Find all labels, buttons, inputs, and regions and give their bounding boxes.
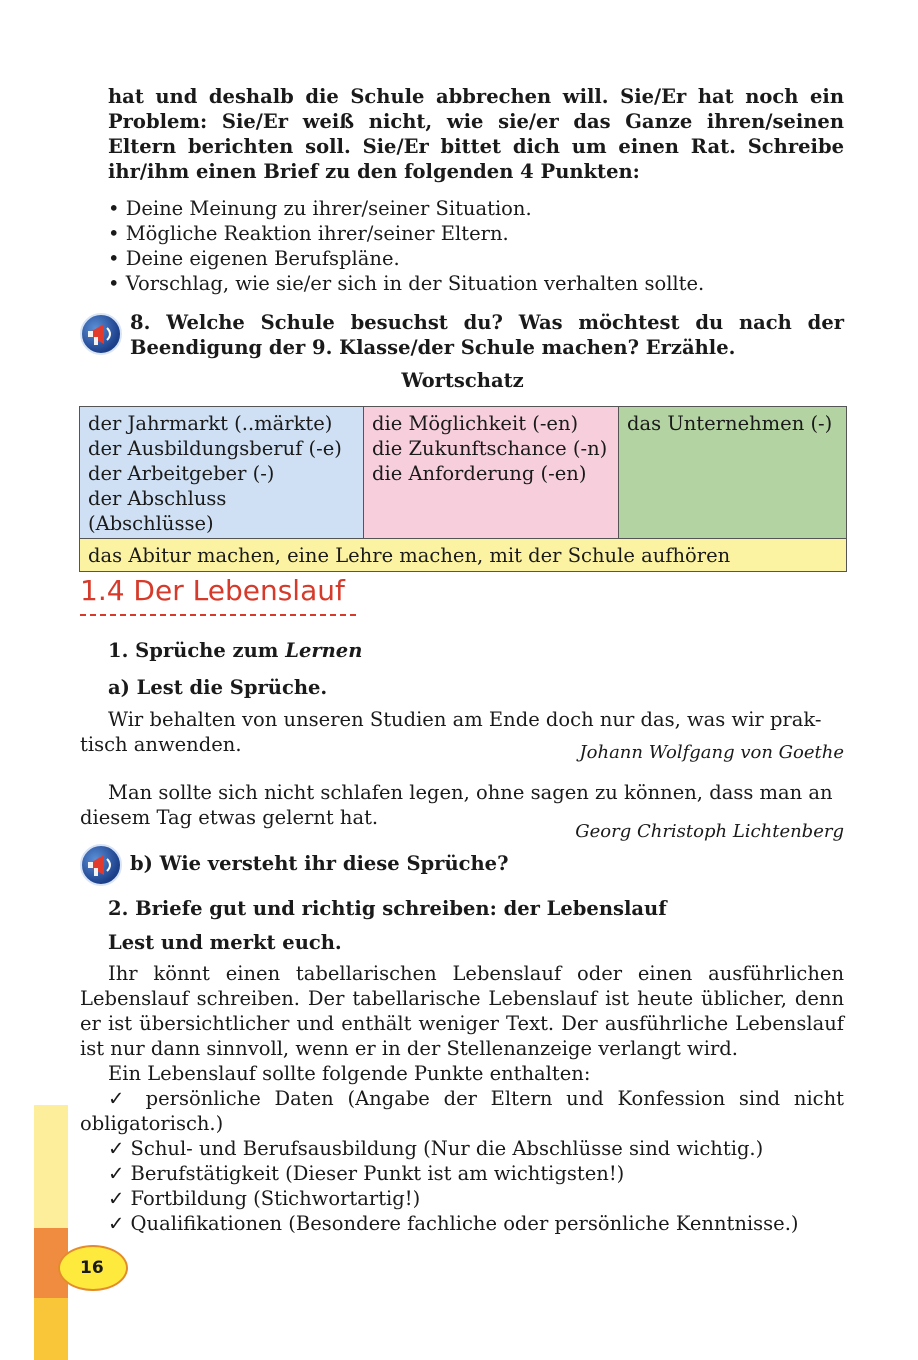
check-item: ✓ persönliche Daten (Angabe der Eltern und Konfession sind nicht obligatorisch.): [80, 1087, 845, 1135]
megaphone-icon: [80, 313, 122, 355]
check-icon: ✓: [108, 1187, 125, 1210]
vocab-item: der Ausbildungsberuf (-e): [88, 437, 342, 460]
check-icon: ✓: [108, 1162, 125, 1185]
megaphone-icon: [80, 844, 122, 886]
task-1a-heading: a) Lest die Sprüche.: [108, 676, 328, 699]
vocab-item: das Unternehmen (-): [627, 412, 833, 435]
vocab-item: die Anforderung (-en): [372, 462, 587, 485]
list-item: • Mögliche Reaktion ihrer/seiner Eltern.: [108, 221, 844, 246]
vocab-item: der Jahrmarkt (..märkte): [88, 412, 333, 435]
check-icon: ✓: [108, 1137, 125, 1160]
check-item: ✓ Schul- und Berufsausbildung (Nur die Abschlüsse sind wichtig.): [108, 1137, 764, 1160]
task-1b-heading: b) Wie versteht ihr diese Sprüche?: [130, 852, 509, 875]
check-item: ✓ Berufstätigkeit (Dieser Punkt ist am wichtigsten!): [108, 1162, 625, 1185]
vocab-cell-blue: [80, 407, 364, 539]
vocab-item: der Abschluss (Abschlüsse): [88, 487, 227, 535]
vocab-cell-pink: [364, 407, 619, 539]
quote-1-line-2: tisch anwenden.: [80, 733, 242, 756]
vocab-item: die Möglichkeit (-en): [372, 412, 579, 435]
section-underline: [80, 614, 356, 616]
lebenslauf-paragraph: Ihr könnt einen tabellarischen Lebenslauf oder einen ausführlichen Lebenslauf schreiben. Der tabellarische Lebenslauf ist heute üblicher, denn er ist übersichtlicher und enthält weniger Text. Der ausführliche Lebenslauf ist nur dann sinnvoll, wenn er in der Stellenanzeige verlangt wird.: [80, 962, 844, 1060]
check-icon: ✓: [108, 1212, 125, 1235]
task-2-subheading: Lest und merkt euch.: [108, 931, 342, 954]
vocab-item: die Zukunftschance (-n): [372, 437, 608, 460]
page-edge-strip-amber: [34, 1298, 68, 1360]
quote-2-author: Georg Christoph Lichtenberg: [575, 821, 844, 842]
vocabulary-table: [79, 406, 847, 572]
list-item: • Deine eigenen Berufspläne.: [108, 246, 844, 271]
task-1-heading: 1. Sprüche zum Lernen: [108, 639, 363, 662]
page-number: 16: [58, 1245, 128, 1291]
section-title: 1.4 Der Lebenslauf: [80, 574, 345, 607]
check-item: ✓ Qualifikationen (Besondere fachliche oder persönliche Kenntnisse.): [108, 1212, 799, 1235]
vocab-phrases: das Abitur machen, eine Lehre machen, mit der Schule aufhören: [80, 539, 847, 572]
bullet-list: [108, 196, 844, 296]
list-item: • Vorschlag, wie sie/er sich in der Situation verhalten sollte.: [108, 271, 844, 296]
intro-paragraph: hat und deshalb die Schule abbrechen will. Sie/Er hat noch ein Problem: Sie/Er weiß nicht, wie sie/er das Ganze ihren/seinen Eltern berichten soll. Sie/Er bittet dich um einen Rat. Schreibe ihr/ihm einen Brief zu den folgenden 4 Punkten:: [108, 85, 844, 183]
quote-2-line-1: Man sollte sich nicht schlafen legen, ohne sagen zu können, dass man an: [108, 781, 833, 804]
check-icon: ✓: [108, 1087, 132, 1110]
vocab-cell-green: [619, 407, 847, 539]
task-2-heading: 2. Briefe gut und richtig schreiben: der Lebenslauf: [108, 897, 667, 920]
task-8-text: 8. Welche Schule besuchst du? Was möchtest du nach der Beendigung der 9. Klasse/der Schule machen? Erzähle.: [130, 311, 844, 359]
wortschatz-title: Wortschatz: [401, 369, 524, 392]
list-item: • Deine Meinung zu ihrer/seiner Situation.: [108, 196, 844, 221]
list-intro: Ein Lebenslauf sollte folgende Punkte enthalten:: [108, 1062, 591, 1085]
quote-1-line-1: Wir behalten von unseren Studien am Ende doch nur das, was wir prak-: [108, 708, 822, 731]
quote-1-author: Johann Wolfgang von Goethe: [579, 742, 844, 763]
vocab-item: der Arbeitgeber (-): [88, 462, 275, 485]
quote-2-line-2: diesem Tag etwas gelernt hat.: [80, 806, 379, 829]
check-item: ✓ Fortbildung (Stichwortartig!): [108, 1187, 421, 1210]
